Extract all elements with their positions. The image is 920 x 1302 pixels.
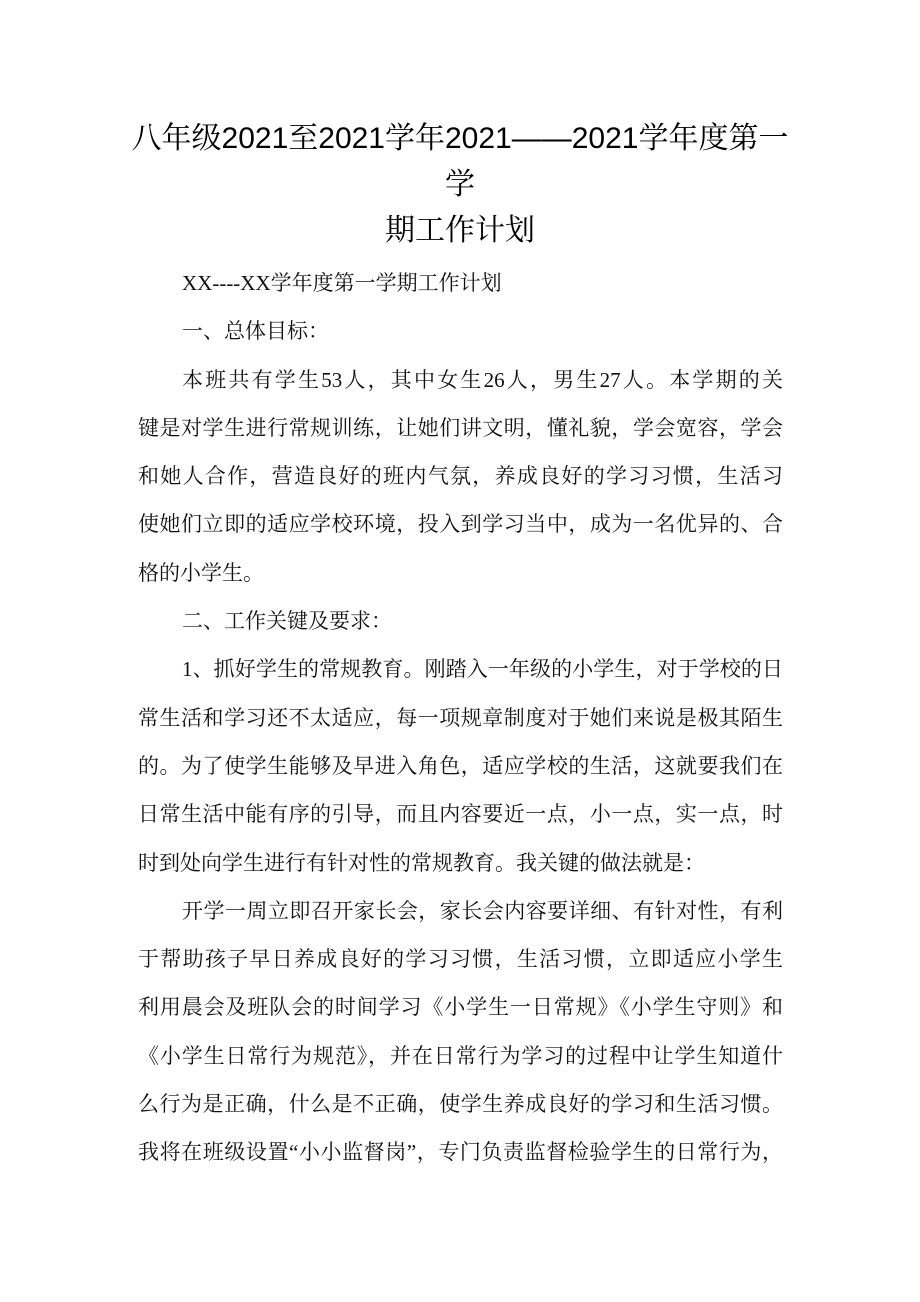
text-line: 键是对学生进行常规训练，让她们讲文明，懂礼貌，学会宽容，学会 bbox=[138, 415, 783, 440]
text-line: 日常生活中能有序的引导，而且内容要近一点，小一点，实一点，时 bbox=[138, 802, 783, 827]
document-title bbox=[130, 116, 790, 254]
text-line: 和她人合作，营造良好的班内气氛，养成良好的学习习惯，生活习 bbox=[138, 464, 783, 489]
text-line: 时到处向学生进行有针对性的常规教育。我关键的做法就是： bbox=[138, 850, 705, 875]
text-line: 二、工作关键及要求： bbox=[182, 609, 392, 634]
text-line: 利用晨会及班队会的时间学习《小学生一日常规》《小学生守则》和 bbox=[138, 995, 783, 1020]
text-line: XX----XX学年度第一学期工作计划 bbox=[182, 271, 502, 295]
title-line-1: 八年级2021至2021学年2021——2021学年度第一学 bbox=[131, 122, 789, 201]
text-line: 常生活和学习还不太适应，每一项规章制度对于她们来说是极其陌生 bbox=[138, 705, 783, 730]
text-line: 我将在班级设置“小小监督岗”，专门负责监督检验学生的日常行为， bbox=[138, 1140, 783, 1165]
text-line: 格的小学生。 bbox=[138, 560, 264, 585]
text-line: 么行为是正确，什么是不正确，使学生养成良好的学习和生活习惯。 bbox=[138, 1092, 783, 1117]
text-line: 1、抓好学生的常规教育。刚踏入一年级的小学生，对于学校的日 bbox=[182, 657, 783, 682]
text-line: 《小学生日常行为规范》，并在日常行为学习的过程中让学生知道什 bbox=[138, 1043, 783, 1068]
text-line: 于帮助孩子早日养成良好的学习习惯，生活习惯，立即适应小学生 bbox=[138, 947, 783, 972]
document-body bbox=[138, 259, 783, 1177]
title-line-2: 期工作计划 bbox=[385, 214, 535, 247]
text-line: 的。为了使学生能够及早进入角色，适应学校的生活，这就要我们在 bbox=[138, 753, 783, 778]
text-line: 本班共有学生53人，其中女生26人，男生27人。本学期的关 bbox=[182, 367, 783, 392]
text-line: 开学一周立即召开家长会，家长会内容要详细、有针对性，有利 bbox=[182, 898, 783, 923]
text-line: 一、总体目标： bbox=[182, 319, 329, 344]
text-line: 使她们立即的适应学校环境，投入到学习当中，成为一名优异的、合 bbox=[138, 512, 783, 537]
